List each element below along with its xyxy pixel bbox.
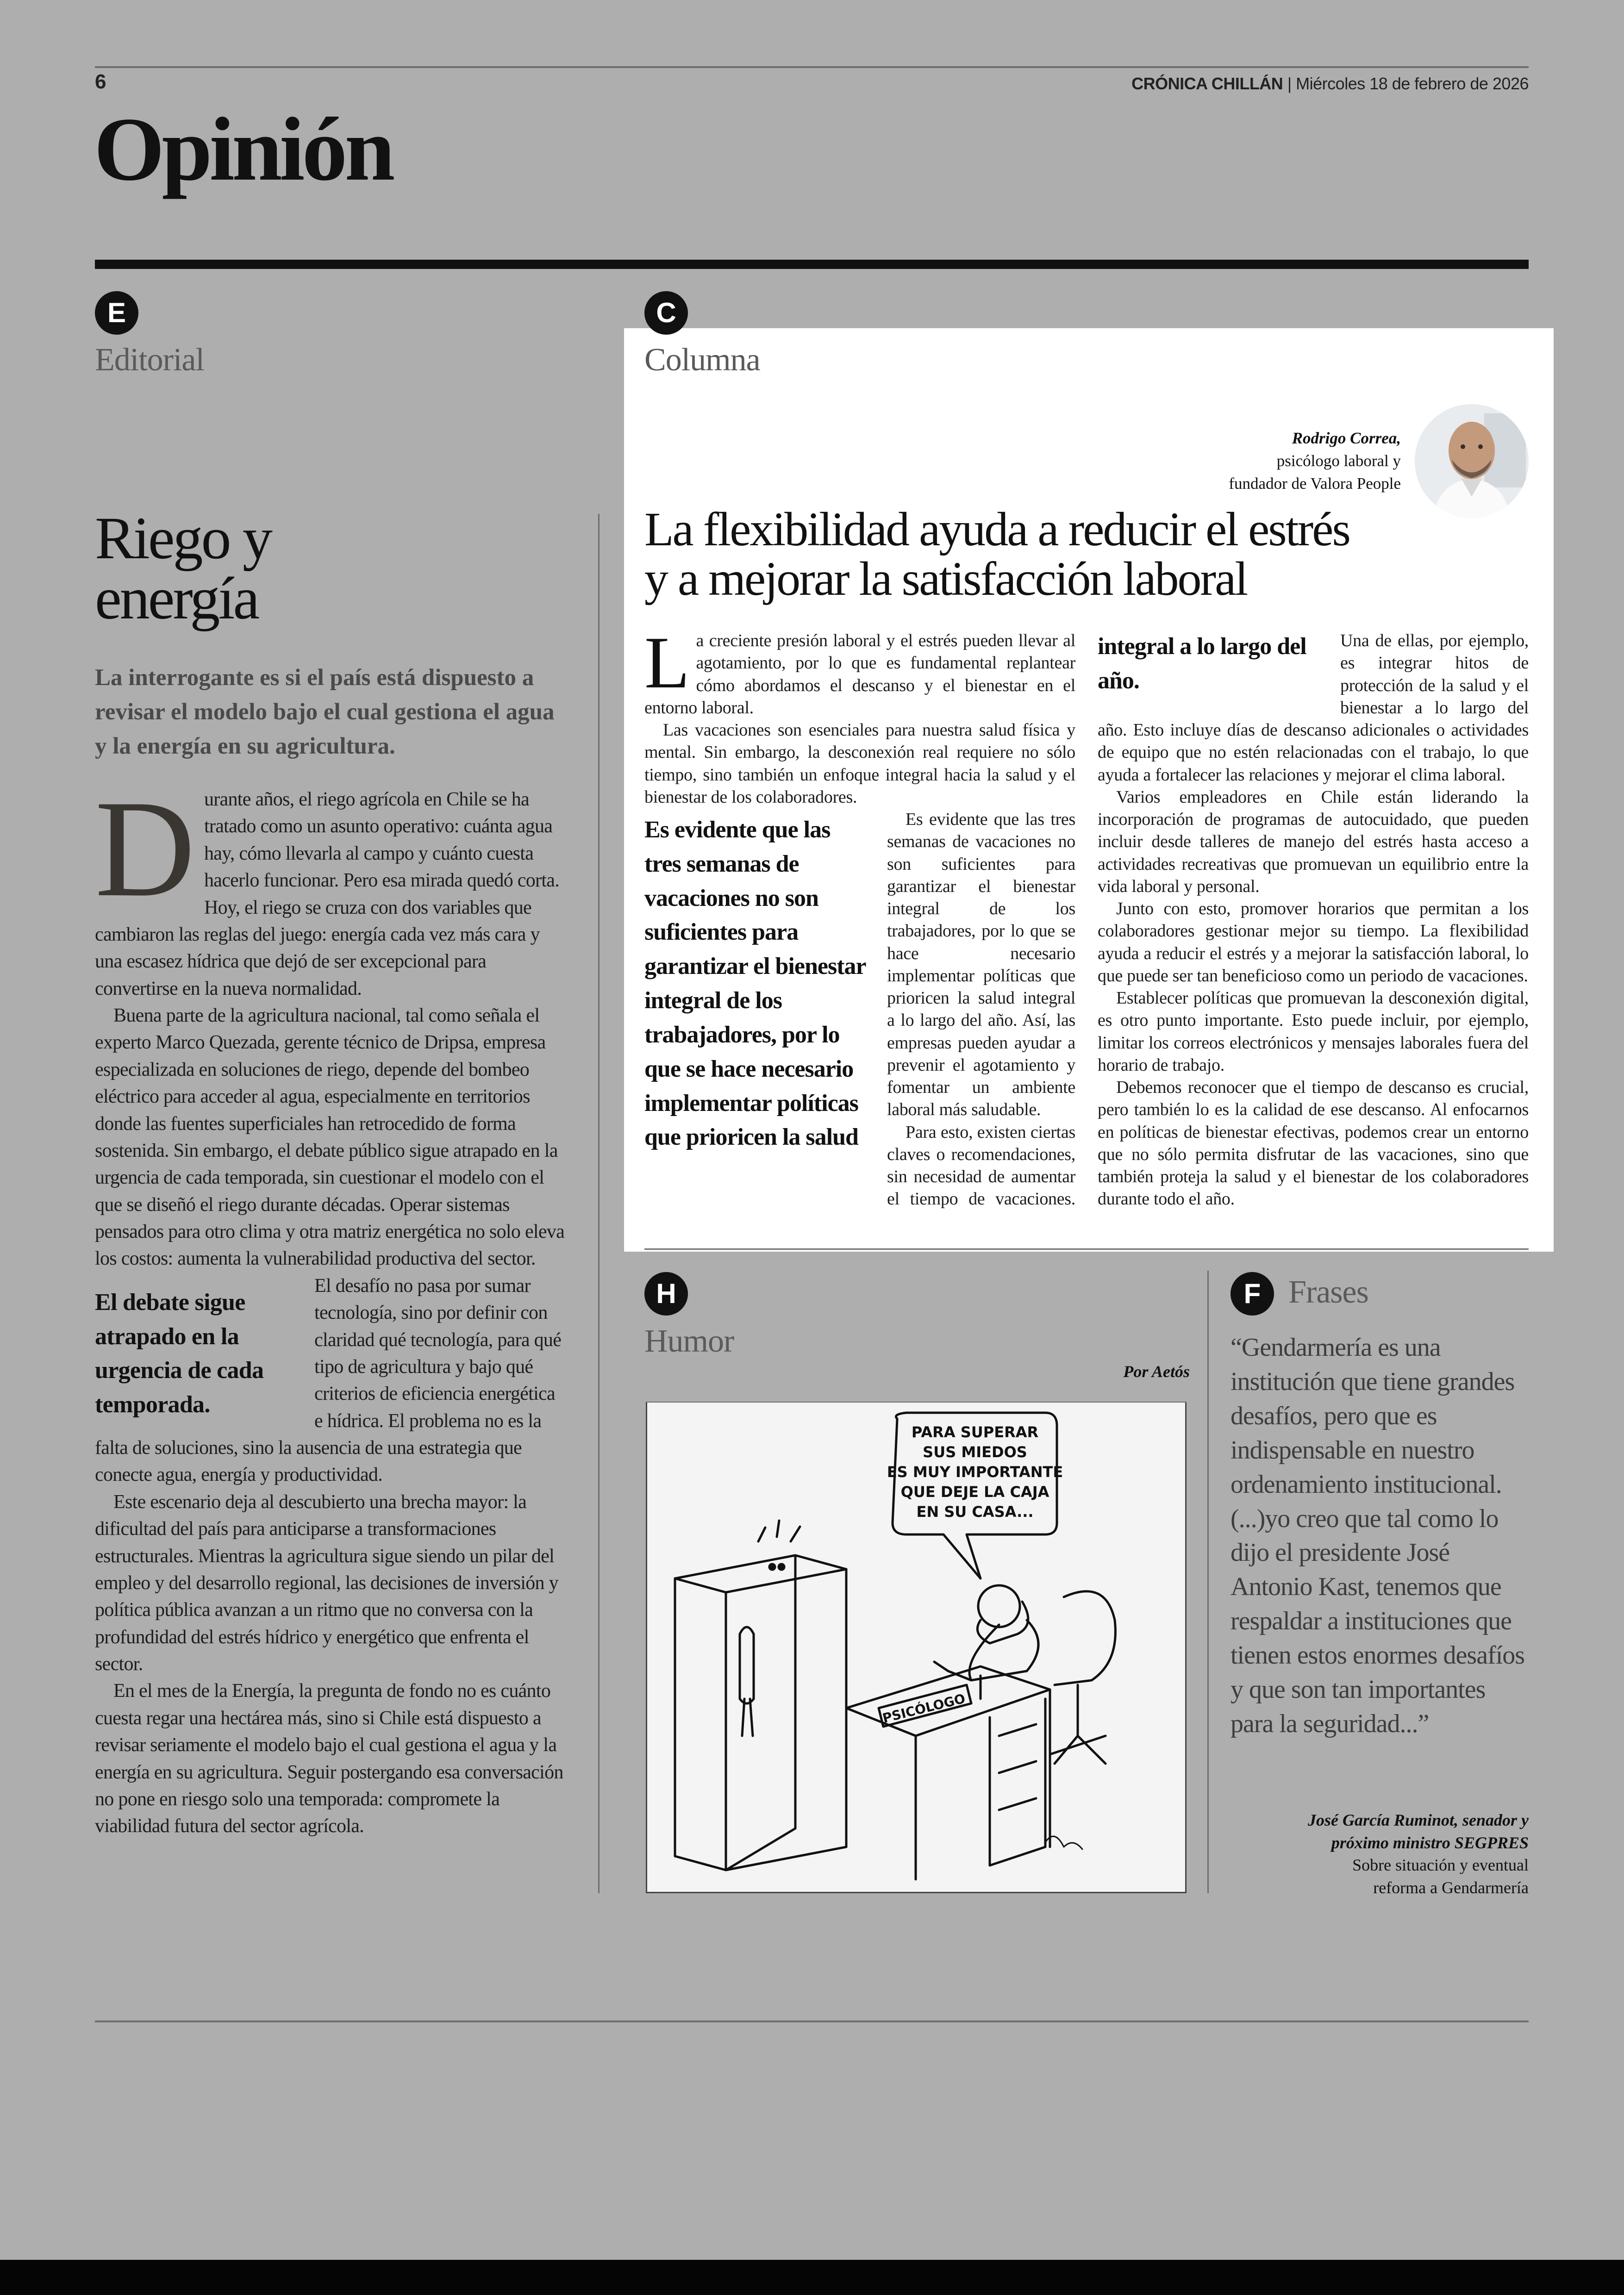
column-dropcap: L [644, 621, 690, 704]
column-headline-line1: La flexibilidad ayuda a reducir el estrés [644, 503, 1349, 556]
column-paragraph: Debemos reconocer que el tiempo de descanso es crucial, pero también lo es la calidad de ese descanso. Al enfocarnos en políticas de bienestar efectivas, podemos crear un entorno que no sólo permita disfrutar de las vacaciones, sino que también proteja la salud y el bienestar de los colaboradores durante todo el año. [1098, 1078, 1529, 1209]
office-chair [1055, 1591, 1115, 1685]
editorial-paragraph: Buena parte de la agricultura nacional, tal como señala el experto Marco Quezada, gerente técnico de Dripsa, empresa especializada en soluciones de riego, depende del bombeo eléctrico para acceder al agua, especialmente en territorios donde las fuentes superficiales han retrocedido de forma sostenida. Sin embargo, el debate público sigue atrapado en la urgencia de cada temporada, sin cuestionar el modelo con el que se diseñó el riego durante décadas. Operar sistemas pensados para otro clima y otra matriz energética no solo eleva los costos: aumenta la vulnerabilidad productiva del sector. [95, 1005, 565, 1270]
masthead: CRÓNICA CHILLÁN | Miércoles 18 de febrero de 2026 [1131, 74, 1529, 93]
editorial-headline-line1: Riego y [95, 505, 271, 572]
top-rule [95, 66, 1529, 68]
box [675, 1555, 846, 1870]
editorial-dropcap: D [95, 772, 195, 925]
issue-date: Miércoles 18 de febrero de 2026 [1296, 74, 1529, 93]
viewer-bottom-bar [0, 2260, 1624, 2295]
editorial-body [95, 772, 567, 1897]
section-title: Opinión [94, 99, 393, 200]
quote-author: José García Ruminot, senador y [1307, 1811, 1529, 1829]
speech-line: QUE DEJE LA CAJA [900, 1483, 1049, 1501]
editorial-subtitle: La interrogante es si el país está dispuesto a revisar el modelo bajo el cual gestiona el agua y la energía en su agricultura. [95, 665, 555, 759]
cartoon-credit: Por Aetós [1123, 1362, 1190, 1381]
humor-frases-divider [1207, 1271, 1209, 1893]
column-paragraph: Junto con esto, promover horarios que permitan a los colaboradores gestionar mejor su tiempo. La flexibilidad ayuda a reducir el estrés y a mejorar la satisfacción laboral, lo que puede ser tan beneficioso como un periodo de vacaciones. [1098, 899, 1529, 985]
column-headline-line2: y a mejorar la satisfacción laboral [644, 552, 1247, 606]
frases-badge: F [1230, 1272, 1274, 1316]
column-pullquote: Es evidente que las tres semanas de vacaciones no son suficientes para garantizar el bienestar integral de los trabajadores, por lo que se hace necesario implementar políticas que prioricen la salud integral a lo largo del año. [644, 633, 1306, 1151]
editorial-paragraph: Este escenario deja al descubierto una brecha mayor: la dificultad del país para anticiparse a transformaciones estructurales. Mientras la agricultura sigue siendo un pilar del empleo y del desarrollo regional, las decisiones de inversión y política pública avanzan a un ritmo que no conversa con la profundidad del estrés hídrico y energético que enfrenta el sector. [95, 1491, 558, 1675]
column-badge: C [644, 291, 688, 335]
editorial-paragraph: En el mes de la Energía, la pregunta de fondo no es cuánto cuesta regar una hectárea más, sino si Chile está dispuesto a revisar seriamente el modelo bajo el cual gestiona el agua y la energía en su agricultura. Seguir postergando esa conversación no pone en riesgo solo una temporada: compromete la viabilidad futura del sector agrícola. [95, 1680, 563, 1837]
column-author-role: psicólogo laboral y [1276, 452, 1401, 470]
column-paragraph: Las vacaciones son esenciales para nuestra salud física y mental. Sin embargo, la desconexión real requiere no sólo tiempo, sino también un enfoque integral hacia la salud y el bienestar de los colaboradores. [644, 720, 1075, 807]
editorial-badge: E [95, 291, 138, 335]
bottom-rule [95, 2021, 1529, 2022]
quote-context: Sobre situación y eventual [1352, 1856, 1529, 1875]
quote-author-role: próximo ministro SEGPRES [1331, 1833, 1529, 1852]
frases-attribution [1308, 1809, 1529, 1899]
column-author-name: Rodrigo Correa, [1292, 429, 1401, 447]
editorial-paragraph: El desafío no pasa por sumar tecnología, sino por definir con claridad qué tecnología, para qué tipo de agricultura y bajo qué criterios de eficiencia energética e hídrica. El problema no es la falta de soluciones, sino la ausencia de una estrategia que conecte agua, energía y productividad. [95, 1275, 562, 1486]
column-byline [1229, 427, 1401, 495]
editorial-headline [95, 505, 558, 632]
editorial-column-divider [598, 514, 600, 1893]
column-kicker: Columna [644, 342, 760, 378]
column-paragraph: Varios empleadores en Chile están liderando la incorporación de programas de autocuidado, que pueden incluir desde talleres de manejo del estrés hasta acceso a actividades recreativas que promuevan un equilibrio entre la vida laboral y personal. [1098, 787, 1529, 896]
quote-context: reforma a Gendarmería [1373, 1878, 1529, 1897]
section-divider [95, 260, 1529, 269]
column-paragraph: La creciente presión laboral y el estrés pueden llevar al agotamiento, por lo que es fundamental replantear cómo abordamos el descanso y el bienestar en el entorno laboral. [644, 621, 1075, 717]
column-paragraph: Establecer políticas que promuevan la desconexión digital, es otro punto importante. Esto puede incluir, por ejemplo, limitar los correos electrónicos y mensajes laborales fuera del horario de trabajo. [1098, 988, 1529, 1075]
humor-cartoon [646, 1403, 1187, 1893]
frases-kicker: Frases [1288, 1274, 1368, 1310]
newspaper-name: CRÓNICA CHILLÁN [1131, 74, 1283, 93]
author-portrait [1415, 404, 1529, 518]
speech-line: ES MUY IMPORTANTE [887, 1463, 1063, 1481]
speech-line: EN SU CASA... [916, 1503, 1034, 1521]
humor-badge: H [644, 1272, 688, 1316]
column-headline [644, 505, 1431, 604]
editorial-paragraph: Durante años, el riego agrícola en Chile se ha tratado como un asunto operativo: cuánta agua hay, cómo llevarla al campo y cuánto cuesta hacerlo funcionar. Pero esa mirada quedó corta. Hoy, el riego se cruza con dos variables que cambiaron las reglas del juego: energía cada vez más cara y una escasez hídrica que dejó de ser excepcional para convertirse en la nueva normalidad. [95, 772, 560, 999]
humor-kicker: Humor [644, 1323, 734, 1359]
speech-line: SUS MIEDOS [923, 1443, 1027, 1461]
editorial-headline-line2: energía [95, 565, 258, 632]
editorial-pullquote: El debate sigue atrapado en la urgencia de cada temporada. [95, 1289, 264, 1418]
column-bottom-rule [644, 1248, 1529, 1250]
frases-quote: “Gendarmería es una institución que tiene grandes desafíos, pero que es indispensable en nuestro ordenamiento institucional. (...)yo creo que tal como lo dijo el presidente José Antonio Kast, tenemos que respaldar a instituciones que tienen estos enormes desafíos y que son tan importantes para la seguridad...” [1230, 1333, 1525, 1738]
speech-line: PARA SUPERAR [911, 1423, 1039, 1441]
column-paragraph: Es evidente que las tres semanas de vacaciones no son suficientes para garantizar el bienestar integral de los trabajadores, por lo que se hace necesario implementar políticas que prioricen la salud integral a lo largo del año. Así, las empresas pueden ayudar a prevenir el agotamiento y fomentar un ambiente laboral más saludable. [887, 810, 1075, 1120]
desk-sign-text: PSICÓLOGO [881, 1690, 967, 1726]
page-number: 6 [95, 70, 106, 93]
column-paragraph: Para esto, existen ciertas claves o recomendaciones, sin necesidad de aumentar el tiempo de vacaciones. Una de ellas, por ejemplo, es integrar hitos de protección de la salud y el bienestar a lo largo del año. Esto incluye días de descanso adicionales o actividades de equipo que no estén relacionadas con el trabajo, lo que ayuda a fortalecer las relaciones y mejorar el clima laboral. [887, 631, 1529, 1209]
column-body [644, 621, 1529, 1234]
column-author-role: fundador de Valora People [1229, 474, 1401, 493]
editorial-kicker: Editorial [95, 342, 204, 378]
